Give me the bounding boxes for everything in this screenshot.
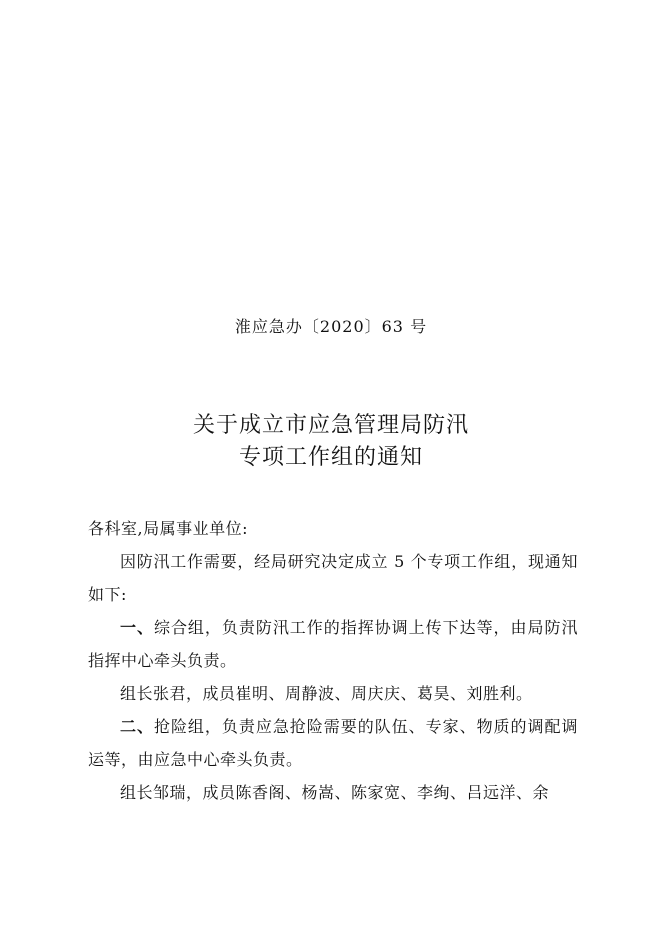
item-1-paragraph xyxy=(88,611,578,677)
document-number: 淮应急办〔2020〕63 号 xyxy=(234,317,428,336)
document-title xyxy=(0,410,662,474)
item-2-text: 抢险组，负责应急抢险需要的队伍、专家、物质的调配调运等，由应急中心牵头负责。 xyxy=(88,717,578,769)
item-1-members: 组长张君，成员崔明、周静波、周庆庆、葛昊、刘胜利。 xyxy=(120,684,533,703)
document-title-line-2: 专项工作组的通知 xyxy=(238,445,423,470)
salutation: 各科室,局属事业单位: xyxy=(88,519,248,538)
item-2-number: 二、 xyxy=(120,717,154,736)
intro-paragraph: 因防汛工作需要，经局研究决定成立 5 个专项工作组，现通知如下: xyxy=(88,552,578,604)
item-1-text: 综合组，负责防汛工作的指挥协调上传下达等，由局防汛指挥中心牵头负责。 xyxy=(88,618,578,670)
item-1-number: 一、 xyxy=(120,618,154,637)
document-body xyxy=(88,512,578,809)
item-2-paragraph xyxy=(88,710,578,776)
item-2-members: 组长邹瑞，成员陈香阁、杨嵩、陈家宽、李绚、吕远洋、余 xyxy=(120,783,550,802)
document-title-line-1: 关于成立市应急管理局防汛 xyxy=(192,413,469,438)
